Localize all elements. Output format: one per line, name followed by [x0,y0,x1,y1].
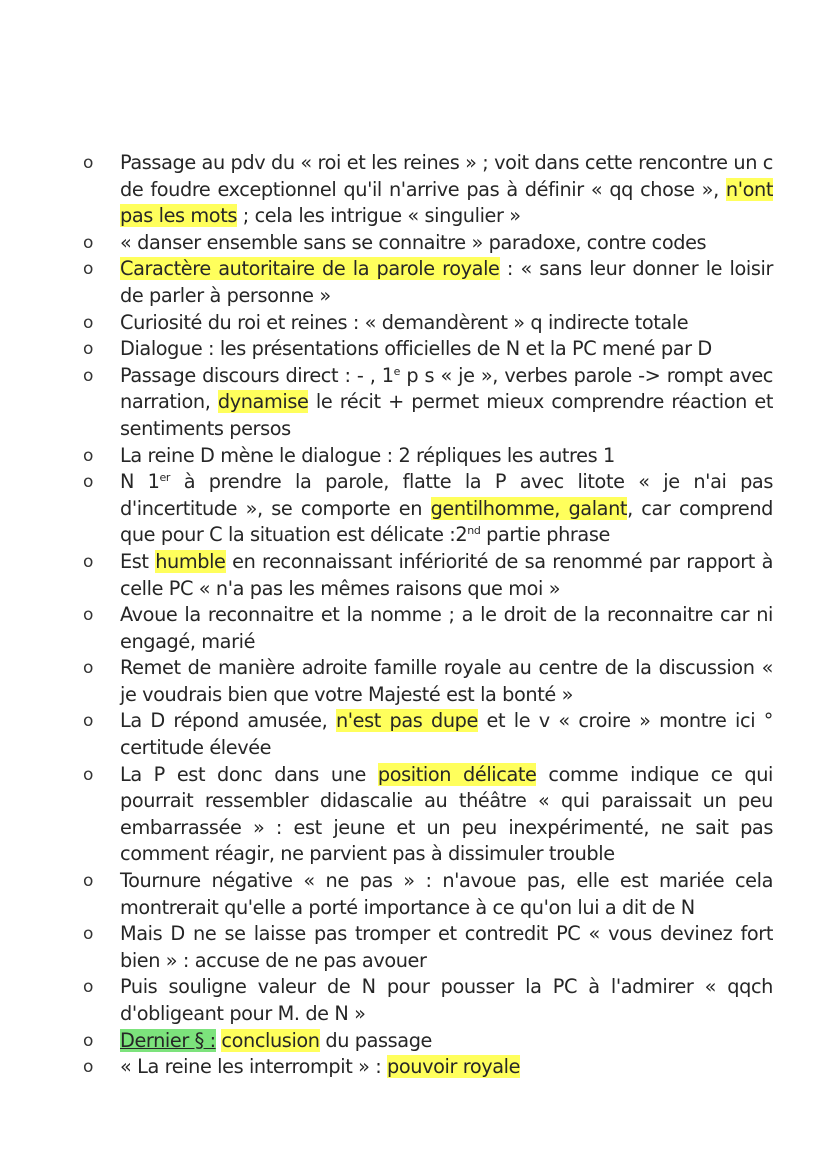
text-run: La D répond amusée, [120,709,336,733]
bullet-circle-icon: o [83,551,94,572]
highlighted-text: position délicate [377,762,537,786]
text-run: « danser ensemble sans se connaitre » paradoxe, contre codes [120,230,707,254]
text-run: Passage discours direct : - , 1 [120,363,394,387]
text-run: Puis souligne valeur de N pour pousser la PC à l'admirer « qqch d'obligeant pour M. de N » [120,975,773,1025]
bullet-circle-icon: o [83,871,94,892]
list-item [80,762,773,868]
text-run: N 1 [120,470,160,494]
list-item [80,1054,773,1081]
notes-bullet-list [80,150,773,1081]
bullet-circle-icon: o [83,472,94,493]
bullet-circle-icon: o [83,1057,94,1078]
text-run: p s « je », verbes parole -> rompt avec narration, [120,363,773,414]
bullet-circle-icon: o [83,658,94,679]
text-run: Remet de manière adroite famille royale au centre de la discussion « je voudrais bien que votre Majesté est la bonté » [120,656,773,706]
text-run: et le v « croire » montre ici ° certitude élevée [120,709,774,760]
bullet-circle-icon: o [83,153,94,173]
text-run: le récit + permet mieux comprendre réaction et sentiments persos [120,390,773,440]
bullet-circle-icon: o [83,605,94,626]
list-item [80,974,773,1027]
highlighted-text: conclusion [221,1028,320,1052]
text-run: : « sans leur donner le loisir de parler à personne » [120,257,773,307]
section-heading-highlight: Dernier § : [120,1028,216,1052]
list-item [80,443,773,470]
bullet-circle-icon: o [83,764,94,785]
text-run: à prendre la parole, flatte la P avec litote « je n'ai pas d'incertitude », se comporte en [120,470,773,520]
text-run: ; cela les intrigue « singulier » [237,204,521,228]
bullet-circle-icon: o [83,232,94,253]
bullet-circle-icon: o [83,445,94,466]
text-run: partie phrase [480,523,610,547]
list-item [80,868,773,921]
text-run: du passage [319,1028,433,1052]
highlighted-text: n'est pas dupe [335,709,478,733]
text-run: Tournure négative « ne pas » : n'avoue pas, elle est mariée cela montrerait qu'elle a porté importance à ce qu'on lui a dit de N [120,869,773,919]
text-run: Avoue la reconnaitre et la nomme ; a le droit de la reconnaitre car ni engagé, marié [120,603,773,653]
bullet-circle-icon: o [83,259,94,280]
list-item [80,708,773,761]
superscript: nd [467,524,481,538]
bullet-circle-icon: o [83,365,94,386]
text-run: comme indique ce qui pourrait ressembler didascalie au théâtre « qui paraissait un peu embarrassée » : est jeune et un peu inexpérimenté, ne sait pas comment réagir, ne parvient pas à dissimuler trouble [120,762,774,866]
text-run: La reine D mène le dialogue : 2 répliques les autres 1 [120,443,615,467]
list-item [80,655,773,708]
list-item [80,363,773,443]
bullet-circle-icon: o [83,339,94,360]
text-run: Mais D ne se laisse pas tromper et contredit PC « vous devinez fort bien » : accuse de ne pas avouer [120,922,773,972]
text-run: Est [120,549,156,573]
bullet-circle-icon: o [83,977,94,998]
superscript: e [393,364,401,378]
bullet-circle-icon: o [83,924,94,945]
highlighted-text: Caractère autoritaire de la parole royale [120,257,500,281]
highlighted-text: dynamise [217,390,309,414]
list-item [80,256,773,309]
text-run: « La reine les interrompit » : [120,1055,388,1079]
text-run: en reconnaissant infériorité de sa renommé par rapport à celle PC « n'a pas les mêmes raisons que moi » [120,549,773,600]
list-item [80,336,773,363]
list-item [80,602,773,655]
text-run: Passage au pdv du « roi et les reines » ; voit dans cette rencontre un c de foudre exceptionnel qu'il n'arrive pas à définir « qq chose », [120,151,773,201]
bullet-circle-icon: o [83,312,94,333]
list-item [80,921,773,974]
text-run: , car comprend que pour C la situation est délicate :2 [120,496,774,547]
bullet-circle-icon: o [83,711,94,732]
list-item [80,310,773,337]
list-item [80,230,773,257]
highlighted-text: humble [155,549,226,573]
list-item [80,469,773,549]
text-run: Curiosité du roi et reines : « demandèrent » q indirecte totale [120,310,689,334]
list-item [80,150,773,230]
list-item [80,549,773,602]
list-item [80,1028,773,1055]
text-run: La P est donc dans une [120,762,378,786]
highlighted-text: gentilhomme, galant [430,496,628,520]
bullet-circle-icon: o [83,1030,94,1051]
highlighted-text: n'ont pas les mots [120,177,773,228]
superscript: er [159,471,171,485]
text-run: Dialogue : les présentations officielles de N et la PC mené par D [120,337,712,361]
highlighted-text: pouvoir royale [387,1055,521,1079]
